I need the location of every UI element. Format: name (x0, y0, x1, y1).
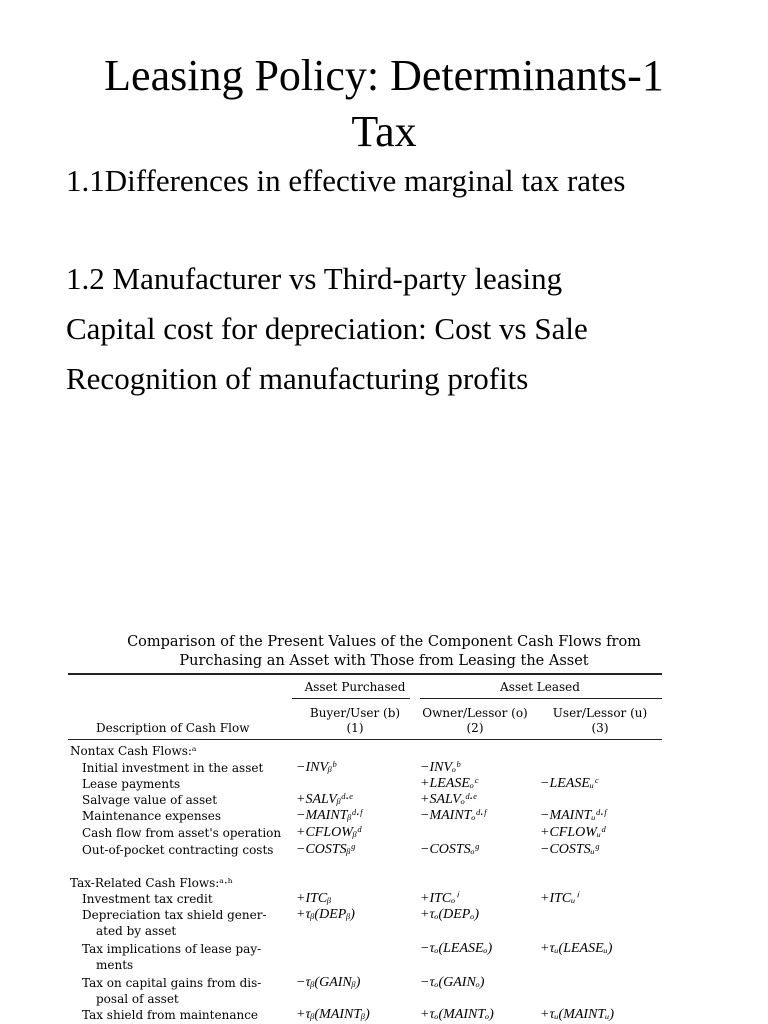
row-c2: +SALVₒᵈ·ᵉ (420, 792, 477, 807)
header-col3-num: (3) (591, 721, 609, 735)
header-bottom-rule (68, 739, 662, 740)
row-c1: +τᵦ(DEPᵦ) (296, 907, 355, 922)
row-desc: Cash flow from asset's operation (82, 826, 282, 840)
row-desc: Tax on capital gains from dis- (82, 976, 262, 990)
row-c3: +τᵤ(MAINTᵤ) (540, 1007, 614, 1022)
row-c2: +τₒ(MAINTₒ) (420, 1007, 494, 1022)
leased-underline (420, 698, 662, 699)
row-c1: −INVᵦᵇ (296, 760, 336, 775)
section-nontax: Nontax Cash Flows:ᵃ (70, 744, 197, 758)
purchased-underline (292, 698, 410, 699)
slide-title-line2: Tax (351, 107, 417, 156)
header-description: Description of Cash Flow (96, 721, 250, 735)
section-tax-related: Tax-Related Cash Flows:ᵃ·ʰ (70, 876, 233, 890)
header-asset-purchased: Asset Purchased (304, 680, 406, 694)
table-title: Comparison of the Present Values of the Component Cash Flows from (127, 634, 641, 650)
slide-title: Leasing Policy: Determinants-1 (104, 51, 664, 100)
row-desc: Salvage value of asset (82, 793, 218, 807)
row-desc: Maintenance expenses (82, 809, 221, 823)
header-col3-name: User/Lessor (u) (552, 706, 648, 720)
bullet-4: Recognition of manufacturing profits (66, 361, 529, 396)
row-desc: Depreciation tax shield gener- (82, 908, 267, 922)
row-c1: +CFLOWᵦᵈ (296, 825, 362, 840)
row-desc: Investment tax credit (82, 892, 213, 906)
row-c1: +SALVᵦᵈ·ᵉ (296, 792, 353, 807)
row-c1: +τᵦ(MAINTᵦ) (296, 1007, 370, 1022)
row-c2: −MAINTₒᵈ·ᶠ (420, 808, 486, 823)
row-desc-cont: ments (96, 958, 134, 972)
row-desc-cont: posal of asset (96, 992, 179, 1006)
row-c2: +ITCₒⁱ (420, 891, 458, 906)
row-c2: −COSTSₒᵍ (420, 842, 479, 857)
table-subtitle: Purchasing an Asset with Those from Leasing the Asset (179, 653, 589, 669)
row-desc: Out-of-pocket contracting costs (82, 843, 274, 857)
row-c3: +ITCᵤⁱ (540, 891, 578, 906)
header-col1-num: (1) (346, 721, 364, 735)
header-col1-name: Buyer/User (b) (309, 706, 401, 720)
header-asset-leased: Asset Leased (500, 680, 580, 694)
table-top-rule (68, 673, 662, 675)
header-col2-name: Owner/Lessor (o) (422, 706, 528, 720)
row-c2: −INVₒᵇ (420, 760, 460, 775)
row-c2: −τₒ(GAINₒ) (420, 975, 485, 990)
row-desc: Tax shield from maintenance (82, 1008, 259, 1022)
row-c1: −COSTSᵦᵍ (296, 842, 355, 857)
bullet-3: Capital cost for depreciation: Cost vs Sale (66, 311, 588, 346)
row-c3: −LEASEᵤᶜ (540, 776, 598, 791)
bullet-1: 1.1Differences in effective marginal tax rates (66, 163, 626, 198)
header-col2-num: (2) (466, 721, 484, 735)
row-c3: −MAINTᵤᵈ·ᶠ (540, 808, 606, 823)
row-c2: −τₒ(LEASEₒ) (420, 941, 493, 956)
row-desc: Lease payments (82, 777, 181, 791)
row-c2: +τₒ(DEPₒ) (420, 907, 479, 922)
row-desc: Initial investment in the asset (82, 761, 264, 775)
row-c1: −MAINTᵦᵈ·ᶠ (296, 808, 362, 823)
row-desc-cont: ated by asset (96, 924, 177, 938)
row-c2: +LEASEₒᶜ (420, 776, 478, 791)
row-c1: +ITCᵦ (296, 891, 332, 906)
row-desc: Tax implications of lease pay- (82, 942, 262, 956)
bullet-2: 1.2 Manufacturer vs Third-party leasing (66, 261, 563, 296)
row-c3: +CFLOWᵤᵈ (540, 825, 606, 840)
row-c3: −COSTSᵤᵍ (540, 842, 599, 857)
row-c1: −τᵦ(GAINᵦ) (296, 975, 361, 990)
row-c3: +τᵤ(LEASEᵤ) (540, 941, 613, 956)
